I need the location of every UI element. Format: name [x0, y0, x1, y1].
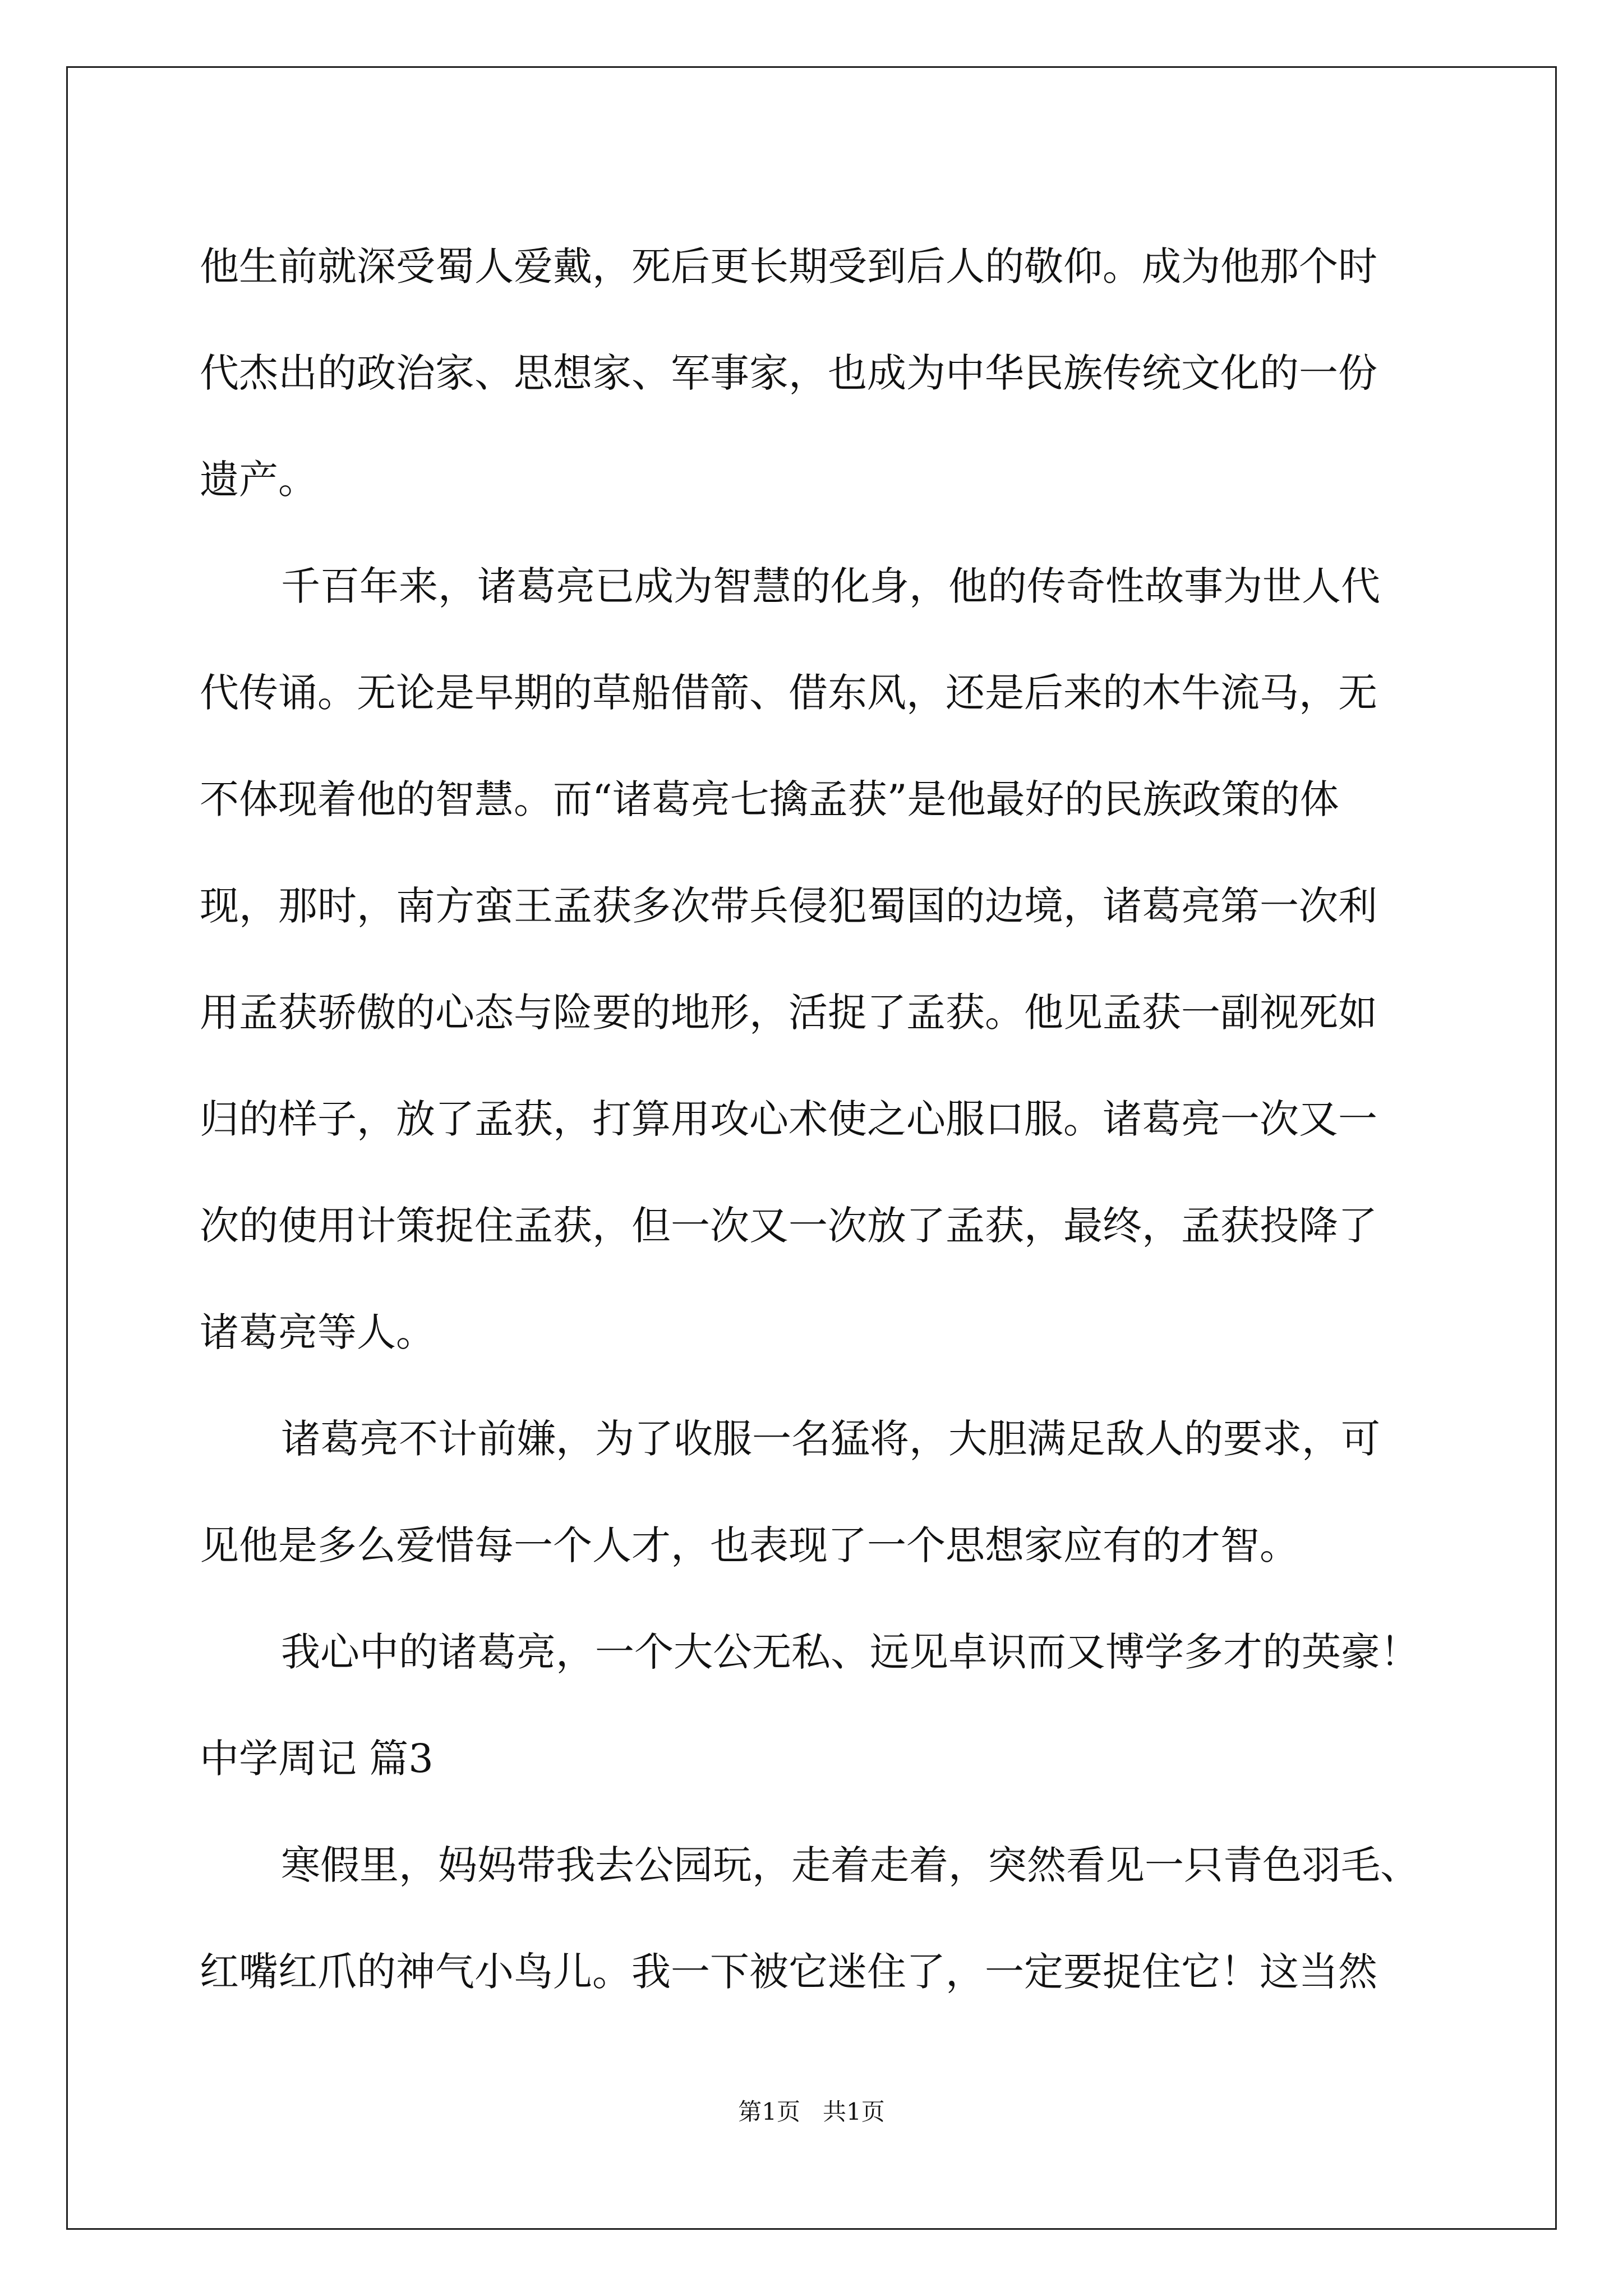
text-line: 见他是多么爱惜每一个人才，也表现了一个思想家应有的才智。: [200, 1522, 1299, 1568]
text-line: 寒假里，妈妈带我去公园玩，走着走着，突然看见一只青色羽毛、: [281, 1842, 1419, 1888]
document-body: [200, 213, 1428, 2025]
text-line: 归的样子，放了孟获，打算用攻心术使之心服口服。诸葛亮一次又一: [200, 1096, 1377, 1142]
text-line: 不体现着他的智慧。而“诸葛亮七擒孟获”是他最好的民族政策的体: [200, 776, 1339, 822]
text-line: 现，那时，南方蛮王孟获多次带兵侵犯蜀国的边境，诸葛亮第一次利: [200, 883, 1377, 929]
text-line: 红嘴红爪的神气小鸟儿。我一下被它迷住了，一定要捉住它！这当然: [200, 1949, 1377, 1995]
text-line: 千百年来，诸葛亮已成为智慧的化身，他的传奇性故事为世人代: [281, 563, 1380, 609]
text-line: 次的使用计策捉住孟获，但一次又一次放了孟获，最终，孟获投降了: [200, 1203, 1377, 1249]
text-line: 用孟获骄傲的心态与险要的地形，活捉了孟获。他见孟获一副视死如: [200, 990, 1377, 1036]
text-line: 我心中的诸葛亮，一个大公无私、远见卓识而又博学多才的英豪！: [281, 1629, 1419, 1675]
section-heading: 中学周记 篇3: [200, 1736, 434, 1782]
text-line: 遗产。: [200, 457, 317, 503]
text-line: 代传诵。无论是早期的草船借箭、借东风，还是后来的木牛流马，无: [200, 670, 1377, 716]
text-line: 他生前就深受蜀人爱戴，死后更长期受到后人的敬仰。成为他那个时: [200, 243, 1377, 289]
page-footer: 第1页 共1页: [738, 2098, 885, 2125]
text-line: 诸葛亮不计前嫌，为了收服一名猛将，大胆满足敌人的要求，可: [281, 1416, 1380, 1462]
text-line: 诸葛亮等人。: [200, 1309, 435, 1355]
text-line: 代杰出的政治家、思想家、军事家，也成为中华民族传统文化的一份: [200, 350, 1377, 396]
